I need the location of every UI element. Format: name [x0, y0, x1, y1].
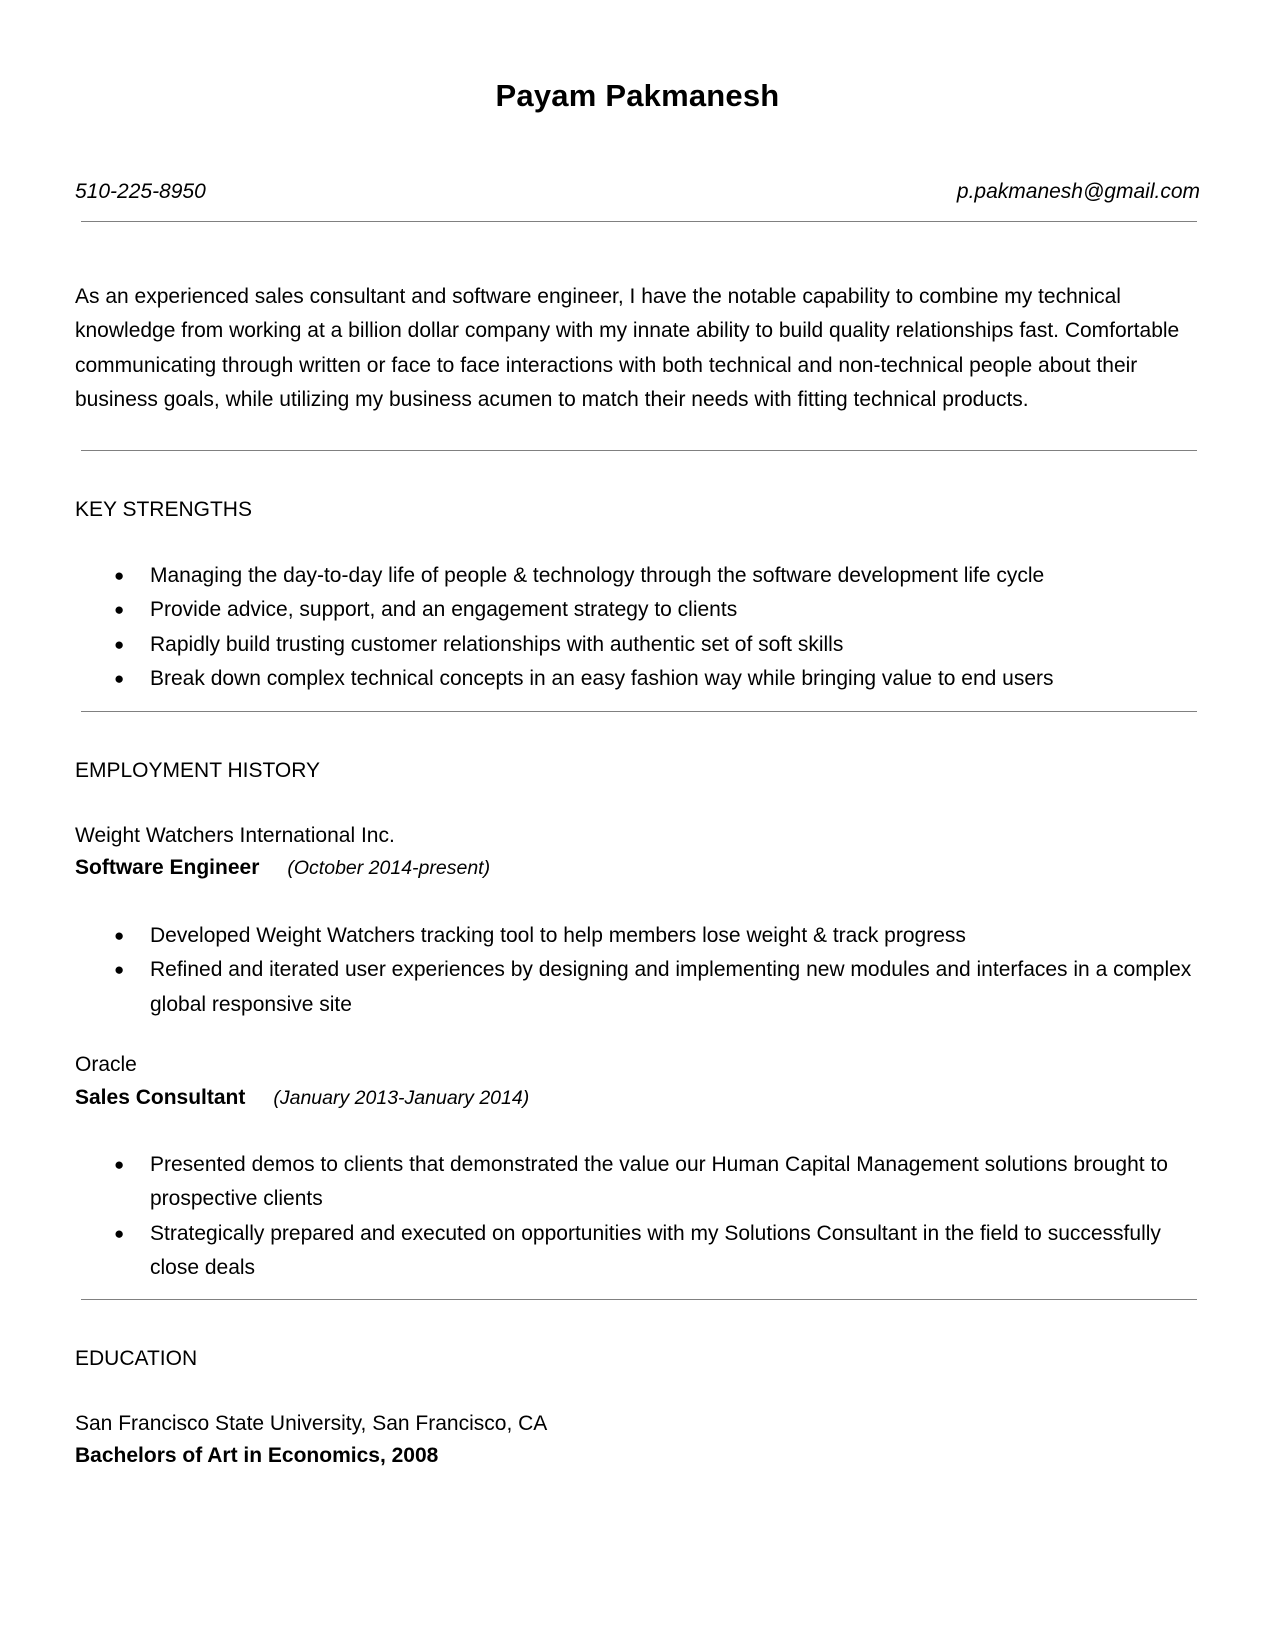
key-strengths-list	[0, 559, 1205, 697]
list-item-text: Managing the day-to-day life of people & technology through the software development life cycle	[150, 564, 1045, 587]
divider-line	[81, 711, 1197, 712]
job-title: Software Engineer	[75, 856, 260, 879]
bullet-icon: ●	[114, 566, 125, 585]
list-item	[0, 559, 1205, 593]
divider-line	[81, 450, 1197, 451]
company-name: Weight Watchers International Inc.	[75, 824, 395, 847]
bullet-icon: ●	[114, 1223, 125, 1243]
summary-paragraph: As an experienced sales consultant and software engineer, I have the notable capability to combine my technical knowledge from working at a billion dollar company with my innate ability to build quality relationships fast. Comfortable communicating through written or face to face interactions with both technical and non-technical people about their business goals, while utilizing my business acumen to match their needs with fitting technical products.	[75, 285, 1180, 412]
job-responsibilities-list	[0, 919, 1205, 1022]
list-item-text: Rapidly build trusting customer relationships with authentic set of soft skills	[150, 632, 844, 656]
list-item-text: Break down complex technical concepts in an easy fashion way while bringing value to end users	[150, 667, 1054, 691]
job-dates: (October 2014-present)	[287, 857, 491, 879]
divider-line	[81, 221, 1197, 222]
contact-row	[75, 180, 1200, 204]
job-title: Sales Consultant	[75, 1086, 246, 1109]
school-name: San Francisco State University, San Francisco, CA	[75, 1412, 548, 1435]
company-name: Oracle	[75, 1053, 137, 1076]
divider-line	[81, 1299, 1197, 1300]
list-item-text: Provide advice, support, and an engagement strategy to clients	[150, 598, 738, 622]
degree: Bachelors of Art in Economics, 2008	[75, 1444, 439, 1467]
list-item-text: Developed Weight Watchers tracking tool to help members lose weight & track progress	[150, 924, 966, 947]
phone-number: 510-225-8950	[75, 180, 206, 203]
bullet-icon: ●	[114, 960, 125, 980]
list-item	[0, 953, 1205, 1022]
list-item	[0, 628, 1205, 662]
list-item	[0, 1217, 1205, 1286]
employment-history-heading: EMPLOYMENT HISTORY	[75, 759, 321, 782]
job-title-line	[75, 856, 490, 880]
candidate-name: Payam Pakmanesh	[495, 78, 780, 113]
list-item-text: Presented demos to clients that demonstrated the value our Human Capital Management solutions brought to prospective clients	[150, 1153, 1168, 1211]
list-item-text: Refined and iterated user experiences by designing and implementing new modules and interfaces in a complex global responsive site	[150, 958, 1192, 1016]
job-responsibilities-list	[0, 1148, 1205, 1286]
job-title-line	[75, 1086, 529, 1110]
education-heading: EDUCATION	[75, 1347, 198, 1370]
bullet-icon: ●	[114, 926, 125, 945]
list-item	[0, 593, 1205, 627]
list-item-text: Strategically prepared and executed on opportunities with my Solutions Consultant in the field to successfully close deals	[150, 1221, 1161, 1280]
job-dates: (January 2013-January 2014)	[273, 1087, 530, 1109]
bullet-icon: ●	[114, 634, 125, 654]
list-item	[0, 1148, 1205, 1217]
bullet-icon: ●	[114, 600, 125, 620]
bullet-icon: ●	[114, 1155, 125, 1174]
bullet-icon: ●	[114, 669, 125, 689]
key-strengths-heading: KEY STRENGTHS	[75, 498, 252, 521]
list-item	[0, 919, 1205, 953]
email-address: p.pakmanesh@gmail.com	[956, 180, 1200, 203]
list-item	[0, 662, 1205, 696]
